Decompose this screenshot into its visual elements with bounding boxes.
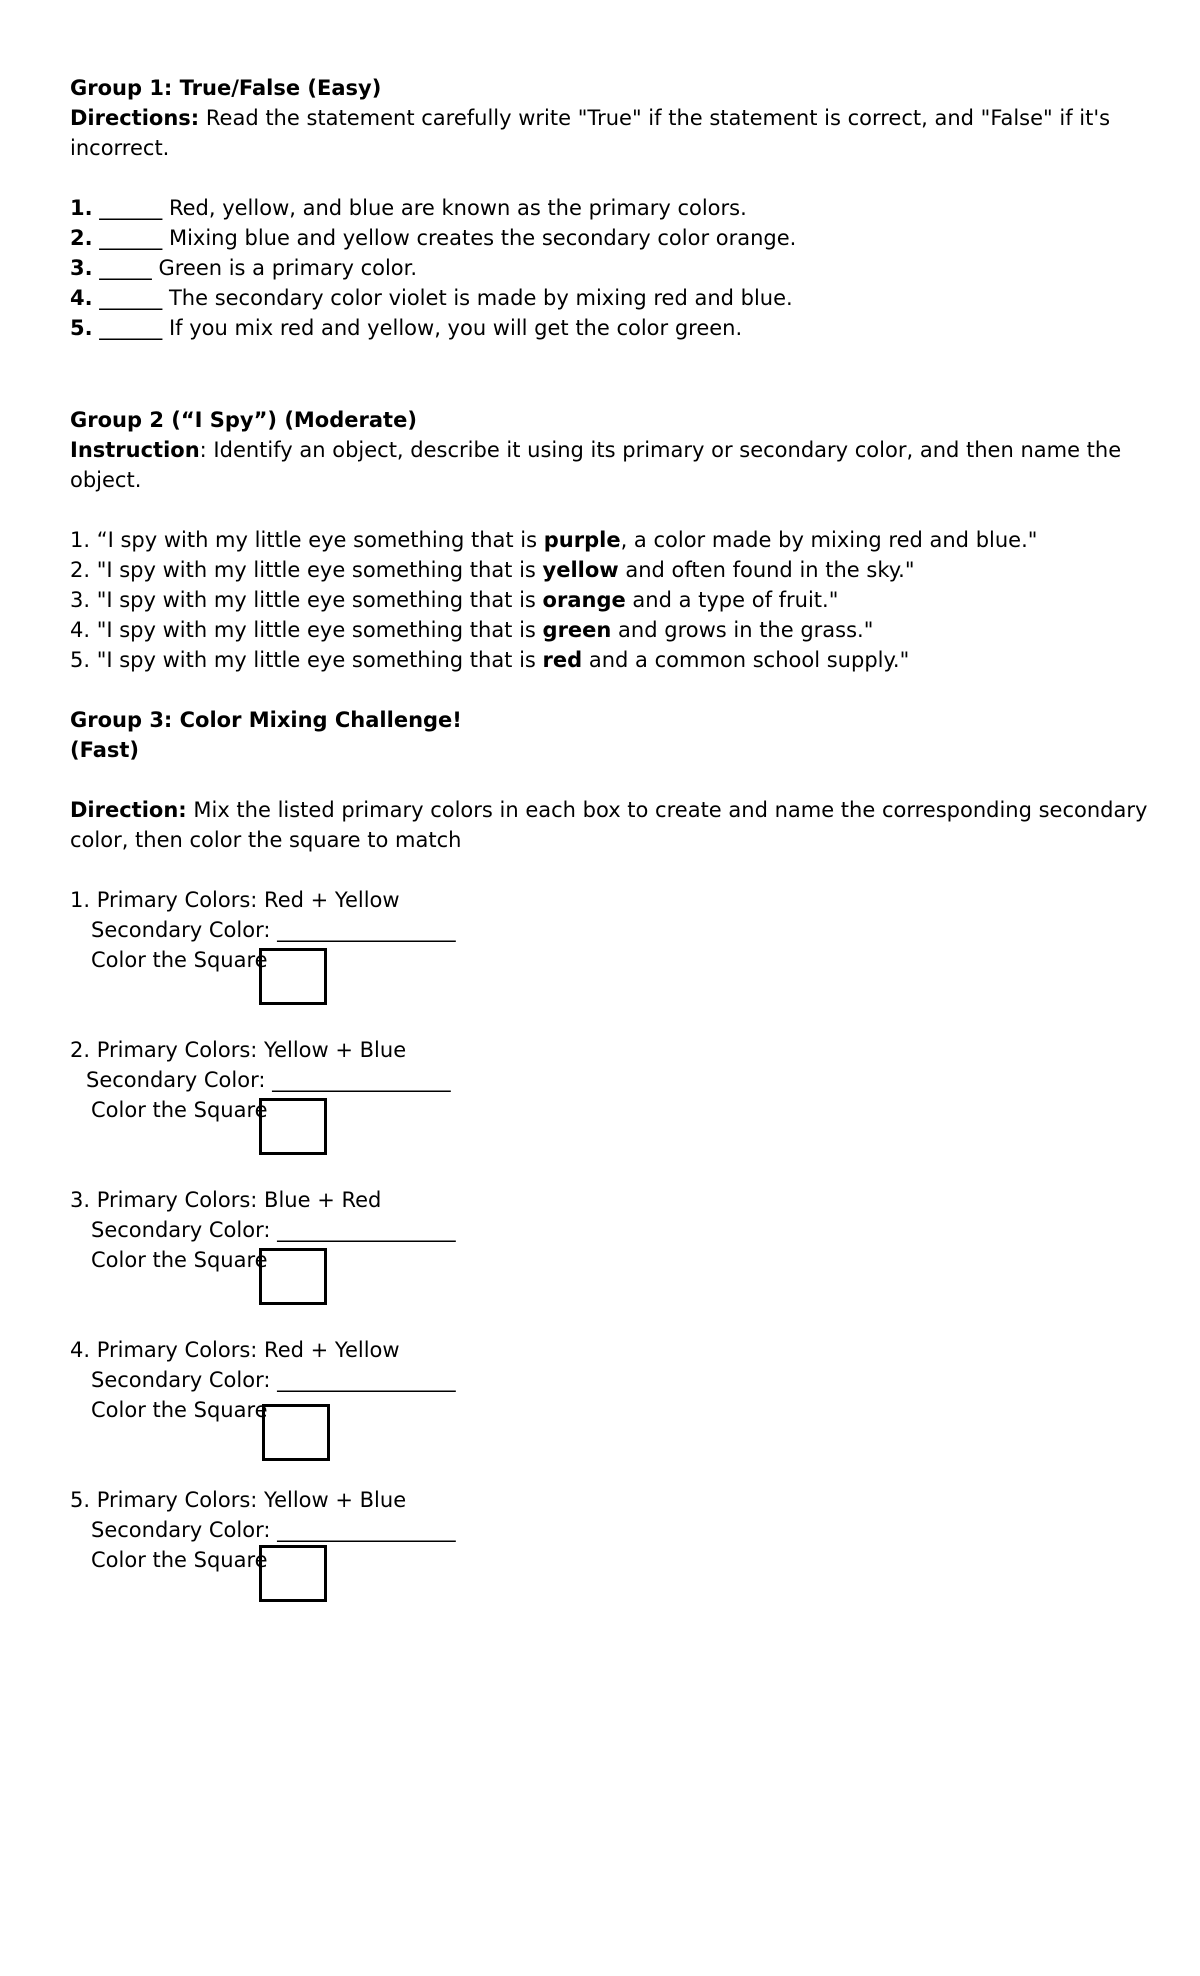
- mix-item-1-secondary[interactable]: Secondary Color: _________________: [91, 918, 456, 942]
- answer-blank[interactable]: _____: [99, 256, 152, 280]
- mix-item-5-square-label: Color the Square: [91, 1548, 268, 1572]
- tf-item-1: 1. ______ Red, yellow, and blue are known as the primary colors.: [70, 196, 747, 220]
- color-square[interactable]: [259, 948, 327, 1005]
- directions-text: Read the statement carefully write "True" if the statement is correct, and "False" if it's: [199, 106, 1111, 130]
- answer-blank[interactable]: ______: [99, 286, 163, 310]
- group3-title: Group 3: Color Mixing Challenge!: [70, 708, 462, 732]
- group2-instruction: [70, 435, 1121, 465]
- direction-label: Direction:: [70, 798, 187, 822]
- ispy-item-4: 4. "I spy with my little eye something that is green and grows in the grass.": [70, 618, 874, 642]
- answer-blank[interactable]: ______: [99, 226, 163, 250]
- group2-title: Group 2 (“I Spy”) (Moderate): [70, 408, 417, 432]
- mix-item-5-secondary[interactable]: Secondary Color: _________________: [91, 1518, 456, 1542]
- mix-item-5-primary: 5. Primary Colors: Yellow + Blue: [70, 1488, 407, 1512]
- group2-instruction-cont: object.: [70, 468, 142, 492]
- mix-item-4-primary: 4. Primary Colors: Red + Yellow: [70, 1338, 400, 1362]
- color-square[interactable]: [259, 1098, 327, 1155]
- direction-text: Mix the listed primary colors in each box to create and name the corresponding secondary: [186, 798, 1148, 822]
- mix-item-2-primary: 2. Primary Colors: Yellow + Blue: [70, 1038, 407, 1062]
- answer-blank[interactable]: ______: [99, 316, 163, 340]
- directions-label: Directions:: [70, 106, 200, 130]
- ispy-item-5: 5. "I spy with my little eye something that is red and a common school supply.": [70, 648, 910, 672]
- ispy-item-3: 3. "I spy with my little eye something that is orange and a type of fruit.": [70, 588, 839, 612]
- tf-item-3: 3. _____ Green is a primary color.: [70, 256, 418, 280]
- mix-item-1-primary: 1. Primary Colors: Red + Yellow: [70, 888, 400, 912]
- instruction-text: : Identify an object, describe it using its primary or secondary color, and then name the: [199, 438, 1122, 462]
- group3-direction: [70, 795, 1147, 825]
- mix-item-2-secondary[interactable]: Secondary Color: _________________: [86, 1068, 451, 1092]
- group1-title: Group 1: True/False (Easy): [70, 76, 382, 100]
- color-square[interactable]: [262, 1404, 330, 1461]
- tf-item-4: 4. ______ The secondary color violet is made by mixing red and blue.: [70, 286, 793, 310]
- mix-item-4-square-label: Color the Square: [91, 1398, 268, 1422]
- ispy-item-1: 1. “I spy with my little eye something that is purple, a color made by mixing red and blue.": [70, 528, 1038, 552]
- mix-item-2-square-label: Color the Square: [91, 1098, 268, 1122]
- mix-item-3-secondary[interactable]: Secondary Color: _________________: [91, 1218, 456, 1242]
- mix-item-4-secondary[interactable]: Secondary Color: _________________: [91, 1368, 456, 1392]
- ispy-item-2: 2. "I spy with my little eye something that is yellow and often found in the sky.": [70, 558, 915, 582]
- color-square[interactable]: [259, 1545, 327, 1602]
- mix-item-3-square-label: Color the Square: [91, 1248, 268, 1272]
- instruction-label: Instruction: [70, 438, 200, 462]
- tf-item-2: 2. ______ Mixing blue and yellow creates the secondary color orange.: [70, 226, 797, 250]
- mix-item-1-square-label: Color the Square: [91, 948, 268, 972]
- group3-direction-cont: color, then color the square to match: [70, 828, 462, 852]
- answer-blank[interactable]: ______: [99, 196, 163, 220]
- mix-item-3-primary: 3. Primary Colors: Blue + Red: [70, 1188, 382, 1212]
- tf-item-5: 5. ______ If you mix red and yellow, you will get the color green.: [70, 316, 743, 340]
- color-square[interactable]: [259, 1248, 327, 1305]
- group1-directions-cont: incorrect.: [70, 136, 170, 160]
- group3-subtitle: (Fast): [70, 738, 140, 762]
- group1-directions: [70, 103, 1110, 133]
